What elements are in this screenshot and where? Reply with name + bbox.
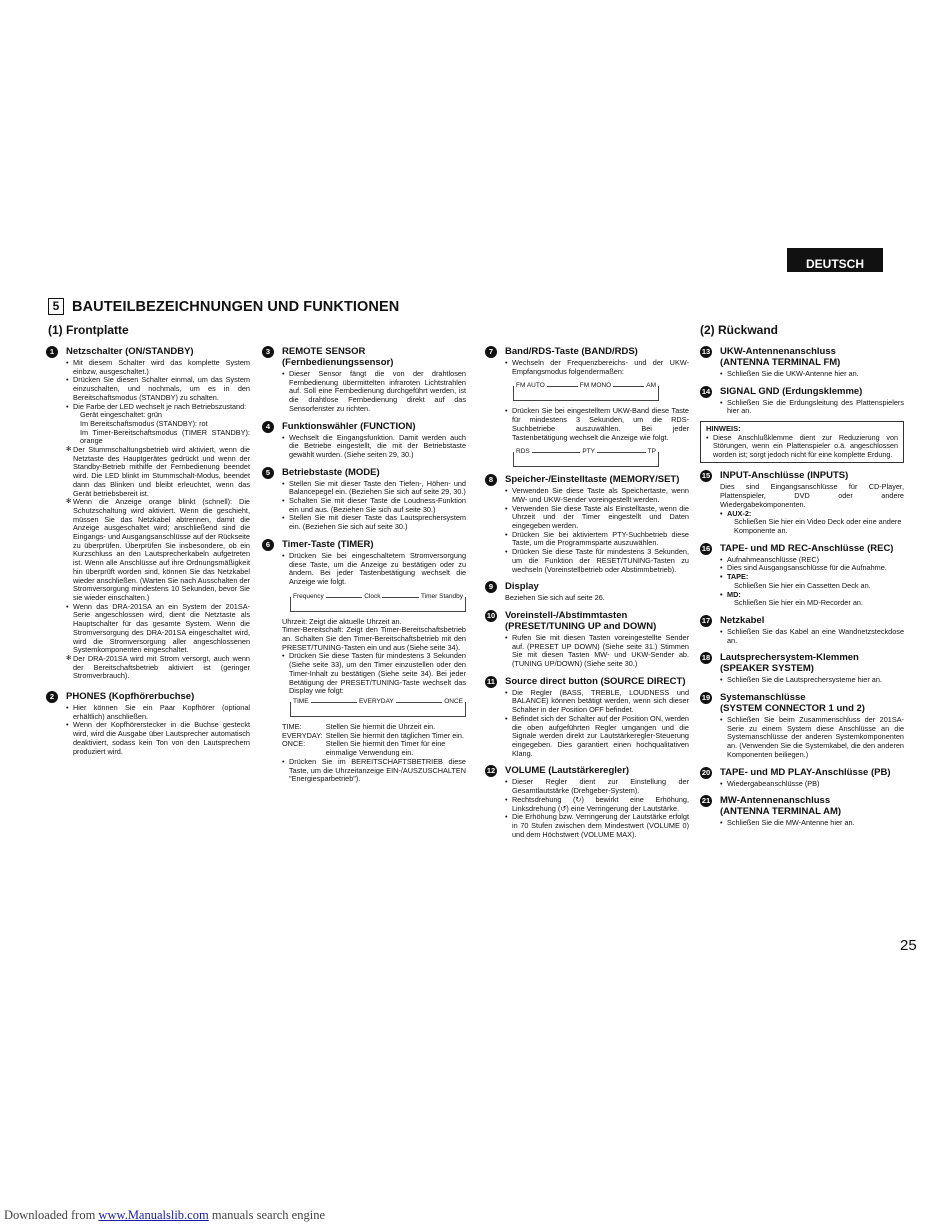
item-volume xyxy=(485,765,689,839)
bullet: • Wiedergabeanschlüsse (PB) xyxy=(720,780,904,789)
footer-prefix: Downloaded from xyxy=(4,1208,99,1222)
number-badge: 8 xyxy=(485,474,497,486)
bullet: • Schließen Sie die Erdungsleitung des Plattenspielers hier an. xyxy=(720,399,904,416)
paragraph: Timer-Bereitschaft: Zeigt den Timer-Bereitschaftsbetrieb an. Schalten Sie den Timer-Bereitschaftsbetrieb mit den PRESET/TUNING-Tasten ein und aus (Siehe seite 34). xyxy=(282,625,466,652)
item-phones xyxy=(46,691,250,756)
item-title: MW-Antennenanschluss xyxy=(720,795,831,807)
bullet: • Wechselt die Eingangsfunktion. Damit werden auch die Betriebe eingestellt, die mit der Betriebstaste gewählt wurden. (Siehe seiten 29, 30.) xyxy=(282,434,466,460)
number-badge: 12 xyxy=(486,766,496,776)
bullet: • Rechtsdrehung (↻) bewirkt eine Erhöhung, Linksdrehung (↺) eine Verringerung der Lautstärke. xyxy=(505,796,689,813)
cycle-label: FM AUTO xyxy=(516,382,545,390)
column-3 xyxy=(485,346,689,846)
item-title: VOLUME (Lautstärkeregler) xyxy=(505,765,630,777)
bullet: • Dies sind Ausgangsanschlüsse für die Aufnahme. xyxy=(720,564,904,573)
item-title-line2: (PRESET/TUNING UP and DOWN) xyxy=(505,620,657,632)
term: TIME: xyxy=(282,721,302,731)
item-power-switch xyxy=(46,346,250,681)
number-badge: 9 xyxy=(485,581,497,593)
number-badge: 11 xyxy=(485,676,497,688)
bullet: • Schließen Sie die Lautsprechersysteme hier an. xyxy=(720,676,904,685)
item-band-rds xyxy=(485,346,689,467)
paragraph: Schließen Sie hier ein Cassetten Deck an. xyxy=(734,580,871,590)
number-badge: 16 xyxy=(701,543,711,553)
bullet: • MD: xyxy=(720,591,904,600)
cycle-label: FM MONO xyxy=(579,382,612,390)
number-badge: 14 xyxy=(701,386,711,396)
paragraph: Dies sind Eingangsanschlüsse für CD-Player, Plattenspieler, DVD oder andere Wiedergabekomponenten. xyxy=(720,482,904,509)
paragraph: Beziehen Sie sich auf seite 26. xyxy=(505,593,605,603)
item-title: Band/RDS-Taste (BAND/RDS) xyxy=(505,346,638,357)
term: EVERYDAY: xyxy=(282,730,323,740)
bullet: • Befindet sich der Schalter auf der Position ON, werden die oben aufgeführten Regler umgangen und die Signale werden direkt zur Lautstärkeregler-Steuerung eingegeben. Dies garantiert einen hochqualitativen Klang. xyxy=(505,715,689,759)
bullet: • Wechseln der Frequenzbereichs- und der UKW-Empfangsmodus folgendermaßen: xyxy=(505,359,689,376)
column-4 xyxy=(700,346,904,835)
bullet: • Schließen Sie beim Zusammenschluss der 201SA-Serie zu einem System diese Anschlüsse an die Systemanschlüsse der anderen Systemkomponenten an. (Verwenden Sie die Systemkabel, die den anderen Komponenten beiliegen.) xyxy=(720,716,904,760)
item-function xyxy=(262,421,466,460)
cycle-label: AM xyxy=(646,382,656,390)
bullet: • Die Erhöhung bzw. Verringerung der Lautstärke erfolgt in 70 Stufen zwischen dem Mindestwert (VOLUME 0) und dem Höchstwert (VOLUME MAX). xyxy=(505,813,689,839)
item-title: Netzschalter (ON/STANDBY) xyxy=(66,346,194,357)
item-title: Voreinstell-/Abstimmtasten xyxy=(505,609,628,621)
bullet: • Dieser Regler dient zur Einstellung der Gesamtlautstärke (Drehgeber-System). xyxy=(505,778,689,795)
cycle-label: EVERYDAY xyxy=(358,697,394,705)
bullet: • AUX-2: xyxy=(720,510,904,519)
paragraph: Schließen Sie hier ein Video Deck oder eine andere Komponente an. xyxy=(734,517,902,535)
item-title: Netzkabel xyxy=(720,614,765,626)
column-1 xyxy=(46,346,250,763)
note: ✻ Der DRA-201SA wird mit Strom versorgt, auch wenn der Bereitschaftsbetrieb aktiviert ist (geringer Stromverbrauch). xyxy=(66,655,250,681)
item-timer xyxy=(262,539,466,784)
led-state-line: Im Timer-Bereitschaftsmodus (TIMER STANDBY): orange xyxy=(80,427,250,446)
note: ✻ Wenn die Anzeige orange blinkt (schnell): Die Schutzschaltung wird aktiviert. Wenn die geschieht, müssen Sie das Netzkabel abtrennen, damit die Anzeige ausgeschaltet wird; anschließend sind die Eingangs- und Ausgangsanschlüsse auf der Rückseite zu überprüfen. Überprüfen Sie insbesondere, ob ein Kurzschluss an den Lautsprecherkabeln aufgetreten ist. Wenn alle Anschlüsse auf ihre Ordnungsmäßigkeit hin überprüft worden sind, können Sie das Netzkabel wieder anschließen. (Warten Sie nach Ausschalten der Stromversorgung mindestens 10 Sekunden, bevor Sie sie wieder einschalten.) xyxy=(66,498,250,602)
bullet: • Drücken Sie diese Taste für mindestens 3 Sekunden, um die Funktion der RESET/TUNING-Tasten zu wechseln (Voreinstellbetrieb oder Abstimmbetrieb). xyxy=(505,548,689,574)
bullet: • Schließen Sie die UKW-Antenne hier an. xyxy=(720,370,904,379)
item-title: Systemanschlüsse xyxy=(720,692,806,704)
item-inputs xyxy=(700,470,904,535)
bullet: • Wenn der Kopfhörerstecker in die Buchse gesteckt wird, wird die Ausgabe über Lautsprecher automatisch deaktiviert, sodass kein Ton von den Lautsprechern produziert wird. xyxy=(66,721,250,756)
cycle-label: Clock xyxy=(364,592,381,600)
item-title: Funktionswähler (FUNCTION) xyxy=(282,420,416,432)
download-footer xyxy=(4,1208,325,1223)
bullet: • Drücken Sie bei eingeschaltetem Stromversorgung diese Taste, um die Anzeige zu bestätigen oder zu ändern. Bei jeder Tastenbetätigung wechselt die Anzeige wie folgt. xyxy=(282,552,466,587)
item-am-antenna xyxy=(700,795,904,828)
item-speaker-terminals xyxy=(700,652,904,685)
number-badge: 10 xyxy=(486,610,496,620)
cycle-diagram xyxy=(290,592,466,612)
item-title-line2: (SYSTEM CONNECTOR 1 und 2) xyxy=(720,703,865,715)
bullet: • TAPE: xyxy=(720,573,904,582)
bullet: • Stellen Sie mit dieser Taste das Lautsprechersystem ein. (Beziehen Sie sich auf seite 30.) xyxy=(282,514,466,531)
item-title: Speicher-/Einstelltaste (MEMORY/SET) xyxy=(505,474,680,486)
number-badge: 17 xyxy=(701,615,711,625)
bullet: • Die Farbe der LED wechselt je nach Betriebszustand: xyxy=(66,403,250,412)
number-badge: 7 xyxy=(485,346,497,358)
led-state-line: Gerät eingeschaltet: grün xyxy=(80,410,162,420)
bullet: • Drücken Sie bei aktiviertem PTY-Suchbetrieb diese Taste, um die Programmsparte auszuwählen. xyxy=(505,531,689,548)
bullet: • Schließen Sie das Kabel an eine Wandnetzsteckdose an. xyxy=(720,628,904,645)
cycle-label: RDS xyxy=(516,448,530,456)
number-badge: 1 xyxy=(46,346,58,358)
item-preset-tuning xyxy=(485,610,689,669)
cycle-label: ONCE xyxy=(444,697,463,705)
number-badge: 5 xyxy=(262,467,274,479)
number-badge: 13 xyxy=(701,347,711,356)
definition: Stellen Sie hiermit die Uhrzeit ein. xyxy=(325,721,436,731)
item-power-cord xyxy=(700,615,904,645)
column-2 xyxy=(262,346,466,791)
item-title: REMOTE SENSOR (Fernbedienungssensor) xyxy=(282,346,394,368)
section-heading: BAUTEILBEZEICHNUNGEN UND FUNKTIONEN xyxy=(72,298,400,315)
paragraph: Uhrzeit: Zeigt die aktuelle Uhrzeit an. xyxy=(282,616,402,626)
item-title: TAPE- und MD REC-Anschlüsse (REC) xyxy=(720,542,894,554)
item-title: PHONES (Kopfhörerbuchse) xyxy=(66,691,195,703)
note: ✻ Der Stummschaltungsbetrieb wird aktiviert, wenn die Netztaste des Hauptgerätes gedrückt und wenn der Standby-Betrieb mithilfe der Fernbedienung beendet wird. Die LED blinkt im Stummschalt-Modus, beendet dann das Blinken und bleibt erleuchtet, wenn das Gerät betriebsbereit ist. xyxy=(66,446,250,498)
cycle-diagram xyxy=(513,382,659,401)
section-number: 5 xyxy=(48,298,64,315)
bullet: • Mit diesem Schalter wird das komplette System einbzw, ausgeschaltet.) xyxy=(66,359,250,376)
item-signal-gnd xyxy=(700,386,904,464)
section-title xyxy=(48,298,399,315)
item-mode xyxy=(262,467,466,532)
bullet: • Hier können Sie ein Paar Kopfhörer (optional erhältlich) anschließen. xyxy=(66,704,250,721)
cycle-label: Frequency xyxy=(293,592,324,600)
item-title: TAPE- und MD PLAY-Anschlüsse (PB) xyxy=(720,766,891,778)
note-box xyxy=(700,421,904,463)
cycle-diagram xyxy=(290,697,466,717)
manualslib-link[interactable]: www.Manualslib.com xyxy=(98,1208,209,1222)
cycle-label: PTY xyxy=(582,448,596,456)
number-badge: 19 xyxy=(701,693,711,703)
item-title: Display xyxy=(505,581,539,593)
item-play-terminals xyxy=(700,767,904,789)
bullet: • Drücken Sie bei eingestelltem UKW-Band diese Taste für mindestens 3 Sekunden, um die RDS-Suchbetriebe auszuwählen. Bei jeder Tastenbetätigung wechselt die Anzeige wie folgt. xyxy=(505,407,689,442)
led-state-line: Im Bereitschaftsmodus (STANDBY): rot xyxy=(80,418,208,428)
paragraph: Schließen Sie hier ein MD-Recorder an. xyxy=(734,598,863,608)
number-badge: 21 xyxy=(701,796,711,806)
bullet: • Stellen Sie mit dieser Taste den Tiefen-, Höhen- und Balancepegel ein. (Beziehen Sie sich auf seite 29, 30.) xyxy=(282,480,466,497)
number-badge: 3 xyxy=(262,346,274,358)
bullet: • Drücken Sie diesen Schalter einmal, um das System einzuschalten, und nochmals, um es in den Bereitschaftsmodus (STANDBY) zu schalten. xyxy=(66,376,250,402)
bullet: • Drücken Sie diese Tasten für mindestens 3 Sekunden (Siehe seite 33), um den Timer einzustellen oder den Timer-Inhalt zu bestätigen (Siehe seite 34). Bei jeder Betätigung der PRESET/TUNING-Taste wechselt das Display wie folgt: xyxy=(282,652,466,696)
item-title: UKW-Antennenanschluss xyxy=(720,346,836,357)
cycle-label: TP xyxy=(647,448,656,456)
item-title: SIGNAL GND (Erdungsklemme) xyxy=(720,385,863,397)
item-system-connector xyxy=(700,692,904,760)
bullet: • Verwenden Sie diese Taste als Einstelltaste, wenn die Uhrzeit und der Timer eingestellt und Daten eingegeben werden. xyxy=(505,505,689,531)
item-fm-antenna xyxy=(700,346,904,379)
bullet: • Dieser Sensor fängt die von der drahtlosen Fernbedienung übermittelten infraroten Lichtstrahlen auf. Soll eine Fernbedienung durchgeführt werden, ist die drahtlose Fernbedienung direkt auf das Sensorfenster zu richten. xyxy=(282,370,466,414)
item-title: Betriebstaste (MODE) xyxy=(282,466,380,478)
cycle-diagram xyxy=(513,448,659,467)
bullet: • Aufnahmeanschlüsse (REC) xyxy=(720,556,904,565)
item-title-line2: (ANTENNA TERMINAL AM) xyxy=(720,806,842,818)
item-rec xyxy=(700,543,904,608)
language-tab: DEUTSCH xyxy=(787,248,883,272)
front-panel-heading: (1) Frontplatte xyxy=(48,323,129,337)
bullet: • Verwenden Sie diese Taste als Speichertaste, wenn MW- und UKW-Sender voreingestellt werden. xyxy=(505,487,689,504)
number-badge: 20 xyxy=(701,767,711,777)
rear-panel-heading: (2) Rückwand xyxy=(700,323,779,337)
number-badge: 4 xyxy=(262,421,274,433)
bullet: • Schalten Sie mit dieser Taste die Loudness-Funktion ein und aus. (Beziehen Sie sich auf seite 30.) xyxy=(282,497,466,514)
bullet: • Wenn das DRA-201SA an ein System der 201SA-Serie angeschlossen wird, dient die Netztaste als Hauptschalter für das gesamte System. Wenn die Stromversorgung des DRA-201SA eingeschaltet wird, wird die Stromversorgung aller angeschlossenen Systemkomponenten eingeschaltet. xyxy=(66,603,250,655)
definition: Stellen Sie hiermit den Timer für eine einmalige Verwendung ein. xyxy=(325,739,446,758)
item-remote-sensor xyxy=(262,346,466,414)
bullet: • Die Regler (BASS, TREBLE, LOUDNESS und BALANCE) können betätigt werden, wenn sich dieser Schalter in der Position OFF befindet. xyxy=(505,689,689,715)
item-title: Source direct button (SOURCE DIRECT) xyxy=(505,675,686,687)
page-number: 25 xyxy=(900,937,917,954)
bullet: • Schließen Sie die MW-Antenne hier an. xyxy=(720,819,904,828)
note-title: HINWEIS: xyxy=(706,424,741,434)
item-title-line2: (ANTENNA TERMINAL FM) xyxy=(720,357,841,368)
item-title: Timer-Taste (TIMER) xyxy=(282,538,374,550)
cycle-label: TIME xyxy=(293,697,309,705)
item-display xyxy=(485,581,689,603)
number-badge: 2 xyxy=(46,691,58,703)
item-source-direct xyxy=(485,676,689,759)
number-badge: 6 xyxy=(262,539,274,551)
term: ONCE: xyxy=(282,739,306,749)
bullet: • Drücken Sie im BEREITSCHAFTSBETRIEB diese Taste, um die Uhrzeitanzeige EIN-/AUSZUSCHALTEN "Energiesparbetrieb"). xyxy=(282,758,466,784)
item-title: INPUT-Anschlüsse (INPUTS) xyxy=(720,470,849,482)
number-badge: 18 xyxy=(701,653,711,663)
definition: Stellen Sie hiermit den täglichen Timer ein. xyxy=(325,730,465,740)
timer-mode-list xyxy=(282,723,466,758)
bullet: • Rufen Sie mit diesen Tasten voreingestellte Sender auf. (PRESET UP DOWN) (Siehe seite 31.) Stimmen Sie mit diesen Tasten MW- und UKW-Sender ab. (TUNING UP/DOWN) (Siehe seite 30.) xyxy=(505,634,689,669)
item-title: Lautsprechersystem-Klemmen xyxy=(720,652,859,664)
number-badge: 15 xyxy=(701,471,711,481)
cycle-label: Timer Standby xyxy=(420,592,463,600)
item-memory-set xyxy=(485,474,689,574)
item-title-line2: (SPEAKER SYSTEM) xyxy=(720,663,814,675)
footer-suffix: manuals search engine xyxy=(208,1208,325,1222)
note-text: • Diese Anschlußklemme dient zur Reduzierung von Störungen, wenn ein Plattenspieler o.ä. angeschlossen worden ist; sorgt jedoch nicht für eine komplette Erdung. xyxy=(706,434,898,460)
